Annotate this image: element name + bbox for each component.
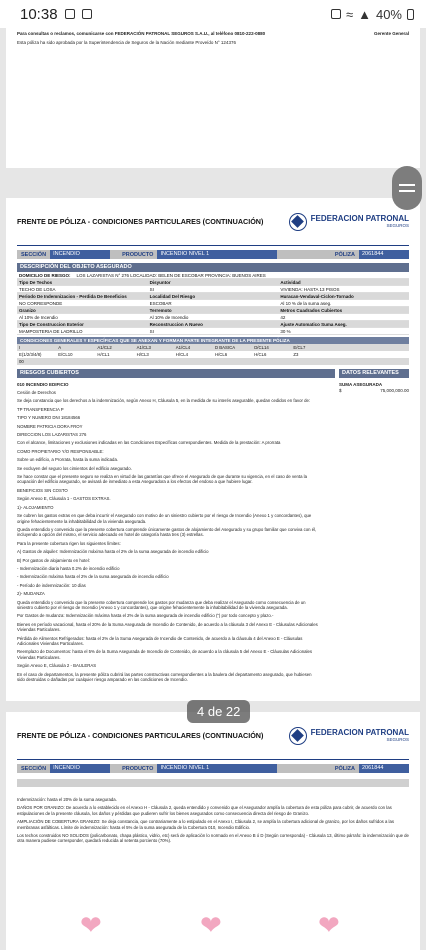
objeto-cell: Periodo De Indemnizacion - Perdida De Beneficios	[19, 294, 127, 299]
riesgos-paragraph: Queda entendido y convenido que la presente cobertura comprende los gastos por mudanza que deba realizar el Asegurado como consecuencia de un siniestro cubierto por el riesgo de Incendio (Anexo 1 y concordantes), que origine fehacientemente la inhabitabilidad de la vivienda asegurada.	[17, 599, 306, 610]
section-bar-2	[17, 764, 409, 773]
battery-icon	[407, 9, 414, 20]
riesgos-paragraph: Según Anexo E, Cláusula 2 - BAULERAS	[17, 663, 97, 669]
condiciones-cell: Z3	[293, 352, 299, 357]
company-logo	[289, 213, 409, 231]
condiciones-cell	[370, 351, 409, 358]
status-time: 10:38	[20, 5, 58, 23]
objeto-cell: Al 10% de Incendio	[149, 315, 189, 320]
riesgos-paragraph: B) Por gastos de alojamiento en hotel:	[17, 557, 90, 563]
riesgos-paragraph: DIRECCION LOS LAZARISTAS 276	[17, 432, 87, 438]
riesgos-paragraph: A) Gastos de alquiler: Indemnización máxima hasta el 2% de la suma asegurada de incendio edificio	[17, 549, 209, 555]
riesgos-paragraph: Reemplazo de Documentos: hasta el 5% de la Suma Asegurada de Incendio de Contenido, de acuerdo a la cláusula 5 del Anexo E - Cláusulas Adicionales Viviendas Particulares.	[17, 649, 313, 660]
objeto-cell: VIVIENDA: HASTA 13 PISOS	[280, 287, 340, 292]
condiciones-cell	[331, 358, 370, 365]
condiciones-cell	[291, 358, 330, 365]
condiciones-cell: E/CL10	[58, 352, 73, 357]
app-notification-icon	[82, 9, 92, 19]
suma-column	[339, 382, 409, 394]
riesgos-paragraph: - Indemnización diaria hasta 0.2% de incendio edificio	[17, 565, 120, 571]
condiciones-cell: A1/CL3	[136, 345, 151, 350]
condiciones-cell: H/CL3	[136, 352, 149, 357]
pdf-page-previous	[6, 28, 420, 168]
objeto-cell: 42	[280, 315, 286, 320]
condiciones-cell	[370, 358, 409, 365]
riesgos-paragraph: Bienes en período vacacional, hasta el 20% de la Suma Asegurada de Incendio de Contenido, de acuerdo a la cláusula 3 del Anexo E - Cláusulas Adicionales Viviendas Particulares.	[17, 621, 318, 633]
objeto-row	[17, 279, 409, 286]
objeto-title: DESCRIPCIÓN DEL OBJETO ASEGURADO	[17, 263, 409, 272]
objeto-row	[17, 321, 409, 328]
domicilio-label: DOMICILIO DE RIESGO:	[19, 273, 71, 278]
riesgos-paragraph: - Período de indemnización: 10 días	[17, 582, 86, 588]
suma-currency: $	[339, 388, 342, 393]
riesgos-paragraph: Queda entendido y convenido que la presente cobertura comprende únicamente gastos de alojamiento del Asegurado y su grupo familiar que conviva con él, incluyendo a opción del mismo, el servicio adecuado en hotel de categoría hasta tres (3) estrellas.	[17, 526, 317, 538]
page2-paragraph: DAÑOS POR GRANIZO: De acuerdo a lo establecido en el Anexo H - Cláusula 2, queda entendido y convenido que el Asegurador amplía la cobertura de esta póliza para cubrir, de acuerdo con las estipulaciones de la presente cláusula, los daños y pérdidas que pudieren sufrir los bienes asegurados como consecuencia directa del riesgo de Granizo.	[17, 805, 392, 816]
signature-title: Gerente General	[373, 31, 409, 36]
poliza-label-2: PÓLIZA	[334, 765, 355, 772]
heart-icon: ❤	[200, 910, 222, 940]
page2-paragraph: AMPLIACIÓN DE COBERTURA GRANIZO: Se deja constancia, que contrariamente a lo estipulado en el Anexo I, Cláusula 2, se amplía la cobertura adicional de granizo, por los daños sufridos a las membranas asfálticas. Límite de indemnización: hasta el 5% de la suma asegurada de la Cobertura 010, Incendio Edificio.	[17, 819, 395, 830]
objeto-row	[17, 307, 409, 314]
alarm-icon	[331, 9, 341, 19]
condiciones-row	[17, 344, 409, 351]
riesgos-paragraph: Con el alcance, limitaciones y exclusiones indicadas en las Condiciones Específicas correspondientes. Medida de la prestación: A prorrata	[17, 440, 281, 446]
page2-paragraph: Indemnización: hasta el 20% de la suma asegurada.	[17, 797, 117, 802]
condiciones-title: CONDICIONES GENERALES Y ESPECÍFICAS QUE SE ANEXAN Y FORMAN PARTE INTEGRANTE DE LA PRESENTE PÓLIZA	[17, 337, 409, 344]
riesgos-paragraph: Para la presente cobertura rigen los siguientes límites:	[17, 540, 121, 546]
objeto-cell: Al 10 % de la suma aseg.	[280, 301, 332, 306]
objeto-row	[17, 314, 409, 321]
objeto-cell: SI	[149, 287, 154, 292]
objeto-cell: Metros Cuadrados Cubiertos	[280, 308, 343, 313]
battery-level: 40%	[375, 6, 402, 22]
riesgos-paragraph: Por Gastos de mudanza: Indemnización máxima hasta el 2% de la suma asegurada de incendio edificio (") por todo concepto y plazo.-	[17, 613, 274, 619]
pdf-page-current	[6, 198, 420, 701]
condiciones-cell: E/CL7	[293, 345, 306, 350]
objeto-cell: Huracan-Vendaval-Ciclon-Tornado	[280, 294, 354, 299]
signal-icon: ▲	[358, 6, 371, 22]
riesgos-paragraph: 2)- MUDANZA	[17, 591, 45, 597]
condiciones-cell: H/CL1	[97, 352, 110, 357]
riesgos-body	[17, 382, 409, 682]
riesgos-paragraph: - Indemnización máxima hasta el 2% de la suma asegurada de incendio edificio	[17, 574, 169, 580]
producto-label: PRODUCTO	[122, 251, 154, 258]
page-header	[17, 198, 409, 246]
seccion-value: INCENDIO	[50, 250, 110, 259]
logo-name: FEDERACION PATRONAL	[310, 213, 409, 223]
producto-label-2: PRODUCTO	[122, 765, 154, 772]
riesgos-paragraph: BENEFICIOS SIN COSTO	[17, 487, 68, 493]
logo-name-2: FEDERACION PATRONAL	[310, 727, 409, 737]
condiciones-cell: E(1/2/3/4/8)	[19, 352, 42, 357]
riesgos-paragraph: 1)- ALOJAMIENTO	[17, 504, 54, 510]
condiciones-cell	[56, 358, 95, 365]
riesgos-paragraph: TIPO Y NUMERO DNI 18184566	[17, 415, 81, 421]
page2-paragraphs	[17, 797, 409, 844]
objeto-cell: Actividad	[280, 280, 301, 285]
condiciones-table	[17, 344, 409, 365]
objeto-cell: Tipo De Construccion Exterior	[19, 322, 84, 327]
objeto-table	[17, 279, 409, 335]
condiciones-cell: H/CL6	[215, 352, 228, 357]
condiciones-cell	[252, 358, 291, 365]
seccion-label-2: SECCIÓN	[21, 765, 47, 772]
riesgos-paragraph: COMO PROPIETARIO Y/O RESPONSABLE:	[17, 448, 104, 454]
suma-label: SUMA ASEGURADA	[339, 382, 383, 387]
objeto-cell: Ajuste Automatico Suma Aseg.	[280, 322, 347, 327]
objeto-row	[17, 293, 409, 300]
condiciones-cell: A1/CL2	[97, 345, 112, 350]
objeto-cell: ESCOBAR	[149, 301, 172, 306]
condiciones-cell	[95, 358, 134, 365]
producto-value-2: INCENDIO NIVEL 1	[157, 764, 277, 773]
condiciones-row	[17, 358, 409, 365]
riesgos-paragraph: Sobre un edificio, a Prorrata, hasta la suma indicada.	[17, 457, 119, 463]
objeto-cell: Terremoto	[149, 308, 172, 313]
riesgos-paragraphs	[17, 390, 409, 682]
condiciones-row	[17, 351, 409, 358]
header-rule	[17, 779, 409, 787]
section-bar	[17, 250, 409, 259]
page-title: FRENTE DE PÓLIZA - CONDICIONES PARTICULARES (CONTINUACIÓN)	[17, 217, 264, 226]
producto-value: INCENDIO NIVEL 1	[157, 250, 277, 259]
approval-line: Esta póliza ha sido aprobada por la Superintendencia de Seguros de la Nación mediante Proveído N° 124376	[17, 40, 236, 45]
condiciones-cell	[174, 358, 213, 365]
objeto-cell: SI	[149, 329, 154, 334]
heart-icon: ❤	[318, 910, 340, 940]
wifi-icon: ≈	[345, 6, 354, 22]
objeto-row	[17, 300, 409, 307]
domicilio-value: LOS LAZARISTAS N° 276 LOCALIDAD: BELEN DE ESCOBAR PROVINCIA: BUENOS AIRES	[76, 273, 266, 278]
federacion-logo-icon	[289, 213, 307, 231]
pdf-viewer[interactable]	[0, 28, 426, 950]
riesgos-paragraph: Cesión de Derechos	[17, 390, 56, 395]
riesgos-header	[17, 369, 409, 378]
objeto-cell: TECHO DE LOSA	[19, 287, 56, 292]
condiciones-cell: 00	[19, 359, 24, 364]
riesgos-paragraph: Según Anexo E, Cláusula 1 - GASTOS EXTRAS.	[17, 496, 111, 502]
objeto-cell: MAMPOSTERIA DE LADRILLO	[19, 329, 83, 334]
objeto-cell: Tipo De Techos	[19, 280, 53, 285]
riesgo-item: 010 INCENDIO EDIFICIO	[17, 382, 69, 387]
condiciones-cell	[331, 351, 370, 358]
company-logo-2	[289, 727, 409, 745]
scroll-handle[interactable]	[392, 166, 422, 210]
page2-paragraph: Los techos construidos NO SOLIDOS (policarbonato, chapa plástico, vidrio, etc) será de aplicación lo normado en el Anexo B ó D (Según corresponda) - Cláusula 13, último párrafo: la indemnización que de otra manera pudiese corresponder, quedará reducida al setenta porciento (70%).	[17, 833, 409, 844]
objeto-cell: Localidad Del Riesgo	[149, 294, 196, 299]
condiciones-cell: A1/CL4	[175, 345, 191, 350]
condiciones-cell	[370, 344, 409, 351]
federacion-logo-icon	[289, 727, 307, 745]
riesgos-paragraph: NOMBRE PATRICIA DORA FROY	[17, 423, 83, 429]
condiciones-cell	[331, 344, 370, 351]
riesgos-paragraph: Se excluyen del seguro los cimientos del edificio asegurado.	[17, 465, 132, 471]
suma-value: 75,000,000.00	[380, 388, 409, 393]
domicilio-row	[17, 272, 409, 279]
riesgos-paragraph: Se hace constar que el presente seguro se realiza en virtud de las garantías que ofrece el Asegurado de que durante su vigencia, en el caso de venta la ocupación del edificio asegurado, se avisará de inmediato a esta Aseguradora a los efectos del endoso a que hubiere lugar.	[17, 474, 307, 485]
objeto-cell: Granizo	[19, 308, 36, 313]
status-bar	[0, 0, 426, 28]
condiciones-cell: I	[19, 345, 21, 350]
objeto-cell: Al 10% de Incendio	[19, 315, 58, 320]
datos-title: DATOS RELEVANTES	[339, 369, 409, 378]
condiciones-cell: D/CL14	[254, 345, 269, 350]
condiciones-cell: A	[58, 345, 62, 350]
objeto-cell: 30 %	[280, 329, 291, 334]
condiciones-cell: H/CL4	[175, 352, 188, 357]
seccion-label: SECCIÓN	[21, 251, 47, 258]
poliza-value: 2061844	[359, 250, 409, 259]
condiciones-cell: D BASICA	[215, 345, 236, 350]
condiciones-cell	[213, 358, 252, 365]
poliza-label: PÓLIZA	[334, 251, 355, 258]
page-indicator: 4 de 22	[187, 700, 250, 723]
condiciones-cell	[135, 358, 174, 365]
objeto-row	[17, 328, 409, 335]
page-title-2: FRENTE DE PÓLIZA - CONDICIONES PARTICULARES (CONTINUACIÓN)	[17, 731, 264, 740]
riesgos-paragraph: En el caso de departamentos, la presente póliza cubrirá las partes constructivas correspondientes a la baulera del departamento asegurado, que hubiesen sido destruidas o dañadas por cualquier riesgo amparado en las condiciones de Incendio.	[17, 671, 312, 683]
gallery-icon	[65, 9, 75, 19]
contact-line: Para consultas o reclamos, comunicarse con FEDERACIÓN PATRONAL SEGUROS S.A.U., al teléfono 0810-222-0880	[17, 31, 266, 36]
seccion-value-2: INCENDIO	[50, 764, 110, 773]
riesgos-paragraph: Se deja constancia que los derechos a la indemnización, según Anexo H, Cláusula 5, en la medida de su interés asegurable, quedan cedidos en favor de:	[17, 398, 311, 404]
riesgos-title: RIESGOS CUBIERTOS	[17, 369, 335, 378]
objeto-cell: Reconstruccion A Nuevo	[149, 322, 203, 327]
riesgos-paragraph: Se cubren los gastos extras en que deba incurrir el Asegurado con motivo de un siniestro cubierto por el riesgo de Incendio (Anexo 1 y concordantes), que origine fehacientemente la inhabitabilidad de la vivienda asegurada.	[17, 513, 312, 524]
condiciones-cell: H/CL6	[254, 352, 267, 357]
heart-icon: ❤	[80, 910, 102, 940]
logo-sub: SEGUROS	[386, 222, 409, 228]
objeto-cell: NO CORRESPONDE	[19, 301, 63, 306]
riesgos-paragraph: TP TRANSFERENCIA P	[17, 406, 64, 412]
logo-sub-2: SEGUROS	[386, 736, 409, 742]
objeto-cell: Disyuntor	[149, 280, 171, 285]
objeto-row	[17, 286, 409, 293]
riesgos-paragraph: Pérdida de Alimentos Refrigerados: hasta el 2% de la Suma Asegurada de Incendio de Contenido, de acuerdo a la cláusula 4 del Anexo E - Cláusulas Adicionales Viviendas Particulares.	[17, 635, 303, 646]
poliza-value-2: 2061844	[359, 764, 409, 773]
